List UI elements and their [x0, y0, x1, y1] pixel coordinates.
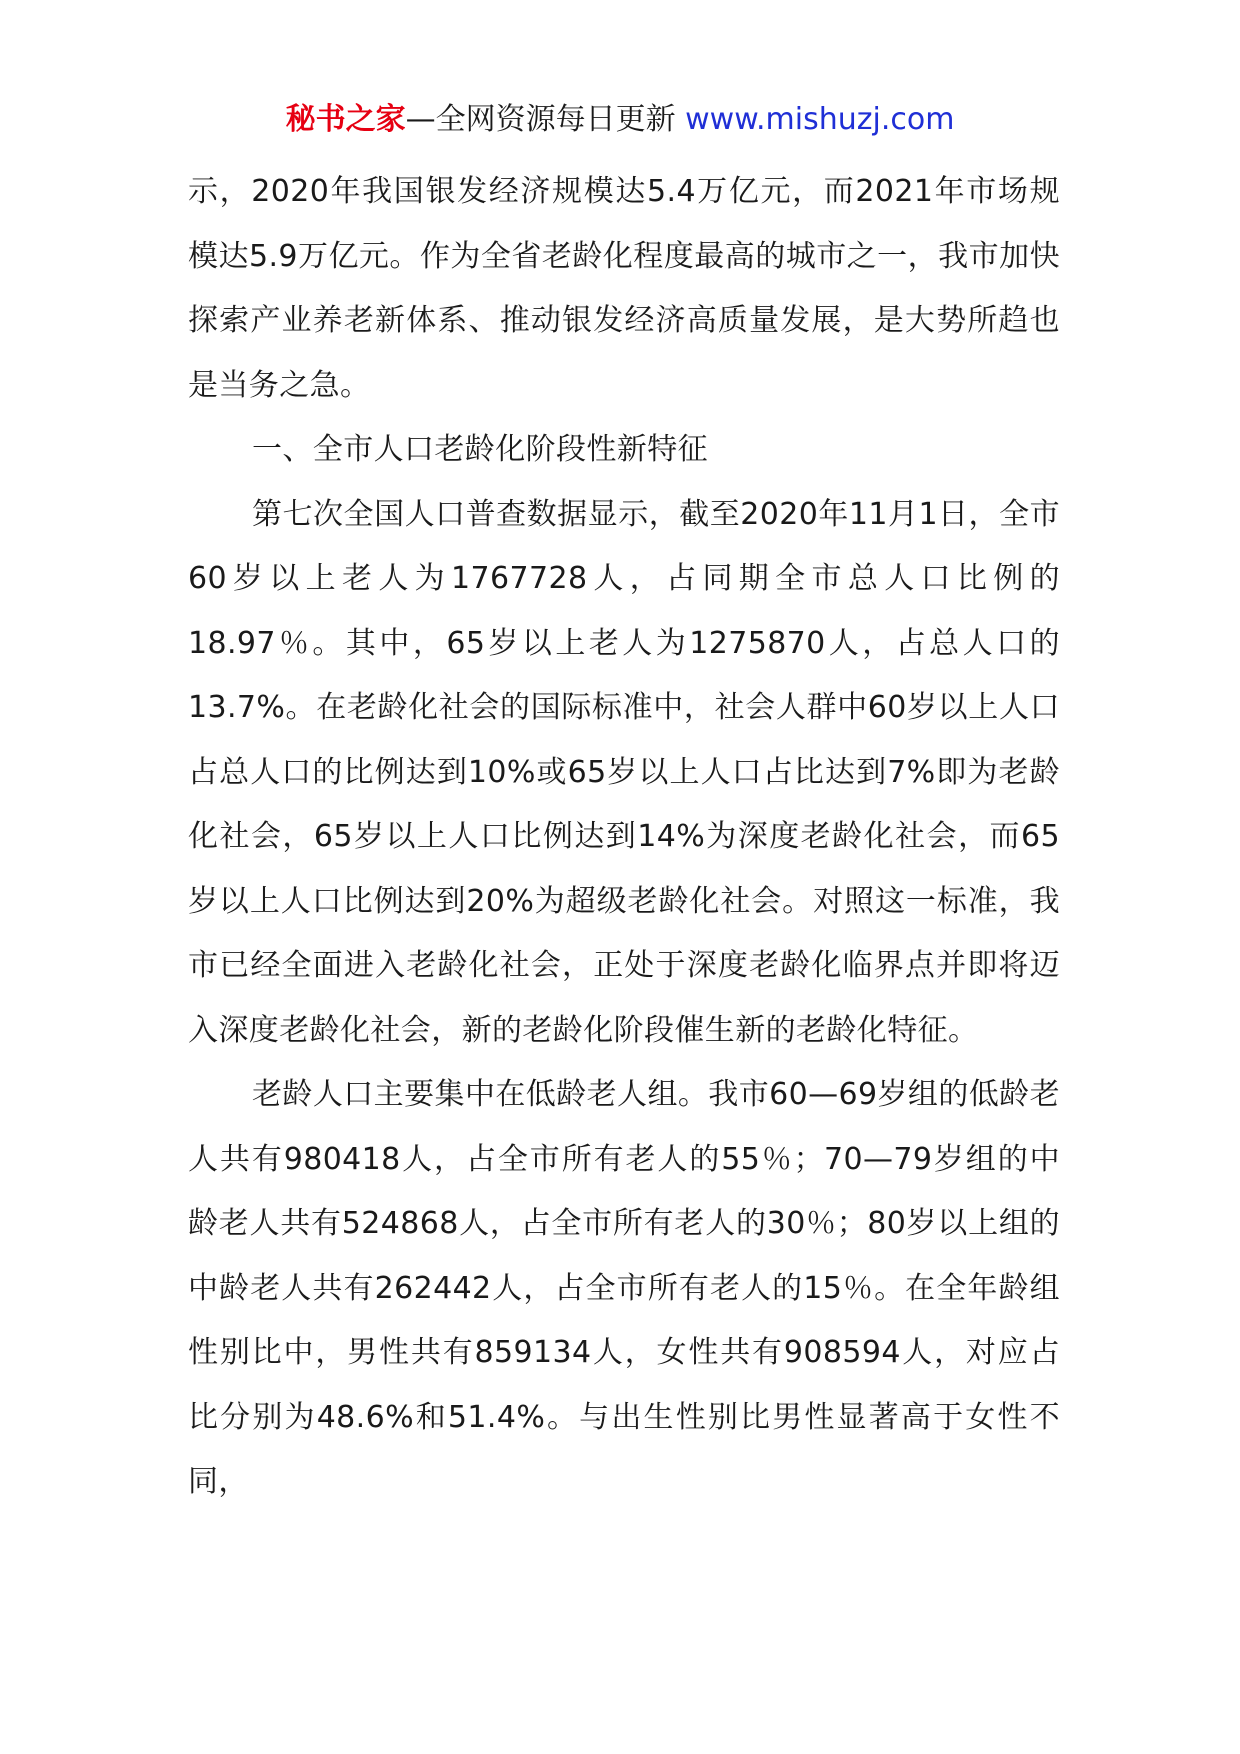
paragraph-census-data: 第七次全国人口普查数据显示，截至2020年11月1日，全市60岁以上老人为1767728人，占同期全市总人口比例的18.97％。其中，65岁以上老人为1275870人，占总人口的13.7%。在老龄化社会的国际标准中，社会人群中60岁以上人口占总人口的比例达到10%或65岁以上人口占比达到7%即为老龄化社会，65岁以上人口比例达到14%为深度老龄化社会，而65岁以上人口比例达到20%为超级老龄化社会。对照这一标准，我市已经全面进入老龄化社会，正处于深度老龄化临界点并即将迈入深度老龄化社会，新的老龄化阶段催生新的老龄化特征。 [188, 496, 1060, 1048]
site-url-link[interactable]: www.mishuzj.com [685, 102, 955, 137]
paragraph-continuation: 示，2020年我国银发经济规模达5.4万亿元，而2021年市场规模达5.9万亿元。作为全省老龄化程度最高的城市之一，我市加快探索产业养老新体系、推动银发经济高质量发展，是大势所趋也是当务之急。 [188, 174, 1060, 403]
document-body [188, 160, 1060, 1515]
section-heading: 一、全市人口老龄化阶段性新特征 [252, 432, 708, 467]
paragraph-age-groups: 老龄人口主要集中在低龄老人组。我市60—69岁组的低龄老人共有980418人，占全市所有老人的55％；70—79岁组的中龄老人共有524868人，占全市所有老人的30％；80岁以上组的中龄老人共有262442人，占全市所有老人的15％。在全年龄组性别比中，男性共有859134人，女性共有908594人，对应占比分别为48.6%和51.4%。与出生性别比男性显著高于女性不同， [188, 1077, 1060, 1499]
site-tagline: —全网资源每日更新 [405, 102, 686, 137]
site-header [0, 100, 1240, 140]
site-brand: 秘书之家 [285, 102, 406, 137]
